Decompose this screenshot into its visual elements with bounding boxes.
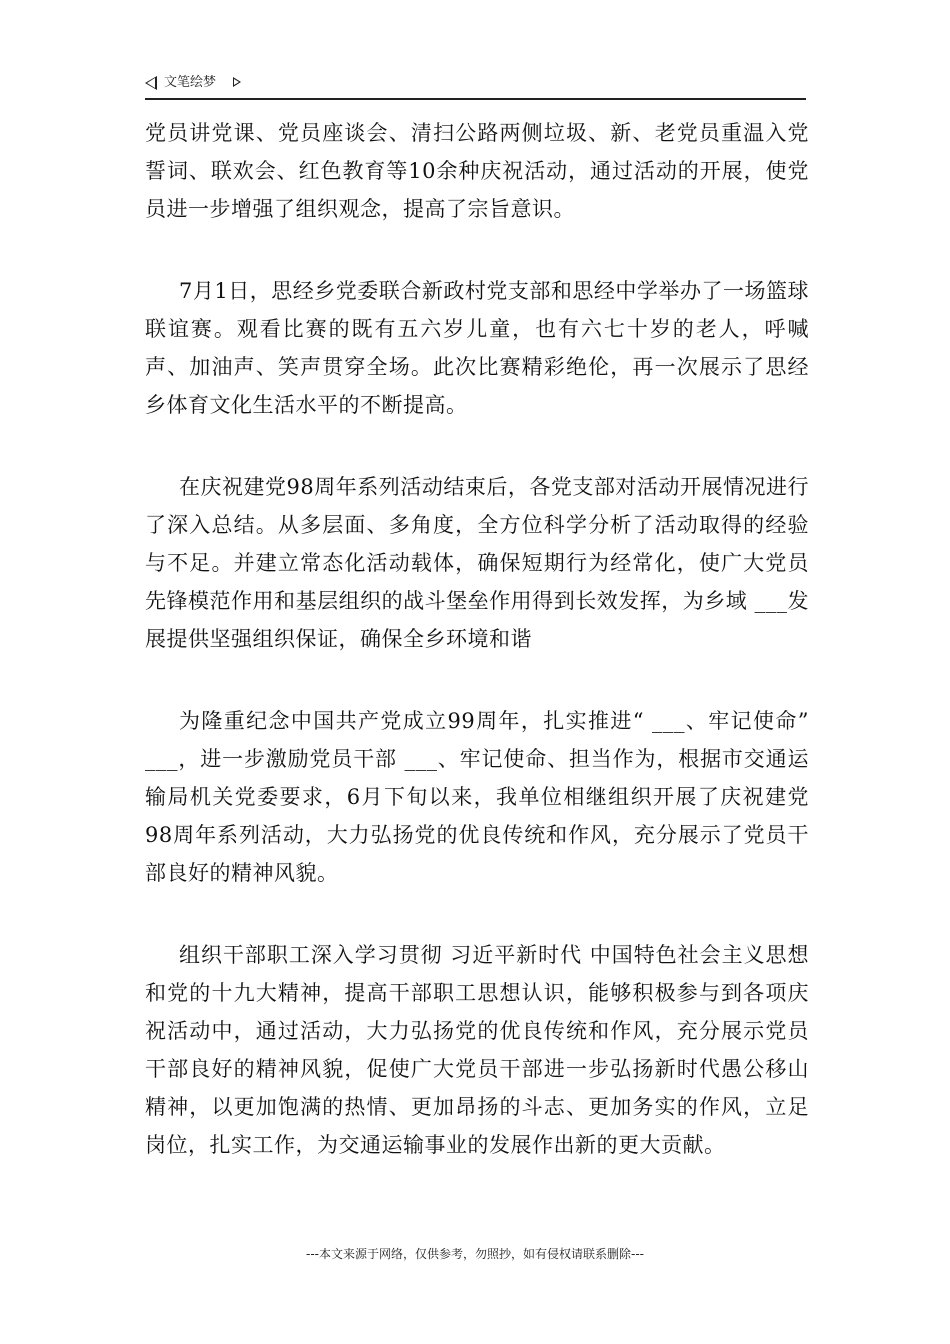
- page-header: [145, 74, 806, 100]
- paragraph-2: 7月1日，思经乡党委联合新政村党支部和思经中学举办了一场篮球联谊赛。观看比赛的既有五六岁儿童，也有六七十岁的老人，呼喊声、加油声、笑声贯穿全场。此次比赛精彩绝伦，再一次展示了思经乡体育文化生活水平的不断提高。: [145, 279, 809, 417]
- document-body: [145, 114, 809, 1208]
- paragraph-5: 组织干部职工深入学习贯彻 习近平新时代 中国特色社会主义思想和党的十九大精神，提高干部职工思想认识，能够积极参与到各项庆祝活动中，通过活动，大力弘扬党的优良传统和作风，充分展示党员干部良好的精神风貌，促使广大党员干部进一步弘扬新时代愚公移山精神，以更加饱满的热情、更加昂扬的斗志、更加务实的作风，立足岗位，扎实工作，为交通运输事业的发展作出新的更大贡献。: [145, 943, 809, 1157]
- left-triangle-icon: [145, 76, 157, 90]
- paragraph-4: 为隆重纪念中国共产党成立99周年，扎实推进“ ___、牢记使命” ___，进一步激励党员干部 ___、牢记使命、担当作为，根据市交通运输局机关党委要求，6月下旬以来，我单位相继组织开展了庆祝建党98周年系列活动，大力弘扬党的优良传统和作风，充分展示了党员干部良好的精神风貌。: [145, 709, 809, 885]
- paragraph-1: 党员讲党课、党员座谈会、清扫公路两侧垃圾、新、老党员重温入党誓词、联欢会、红色教育等10余种庆祝活动，通过活动的开展，使党员进一步增强了组织观念，提高了宗旨意识。: [145, 121, 809, 221]
- paragraph-3: 在庆祝建党98周年系列活动结束后，各党支部对活动开展情况进行了深入总结。从多层面、多角度，全方位科学分析了活动取得的经验与不足。并建立常态化活动载体，确保短期行为经常化，使广大党员先锋模范作用和基层组织的战斗堡垒作用得到长效发挥，为乡域 ___发展提供坚强组织保证，确保全乡环境和谐: [145, 475, 809, 651]
- footer-disclaimer: ---本文来源于网络，仅供参考，勿照抄，如有侵权请联系删除---: [306, 1247, 644, 1261]
- right-triangle-icon: [233, 77, 241, 87]
- header-title: 文笔绘梦: [164, 75, 217, 90]
